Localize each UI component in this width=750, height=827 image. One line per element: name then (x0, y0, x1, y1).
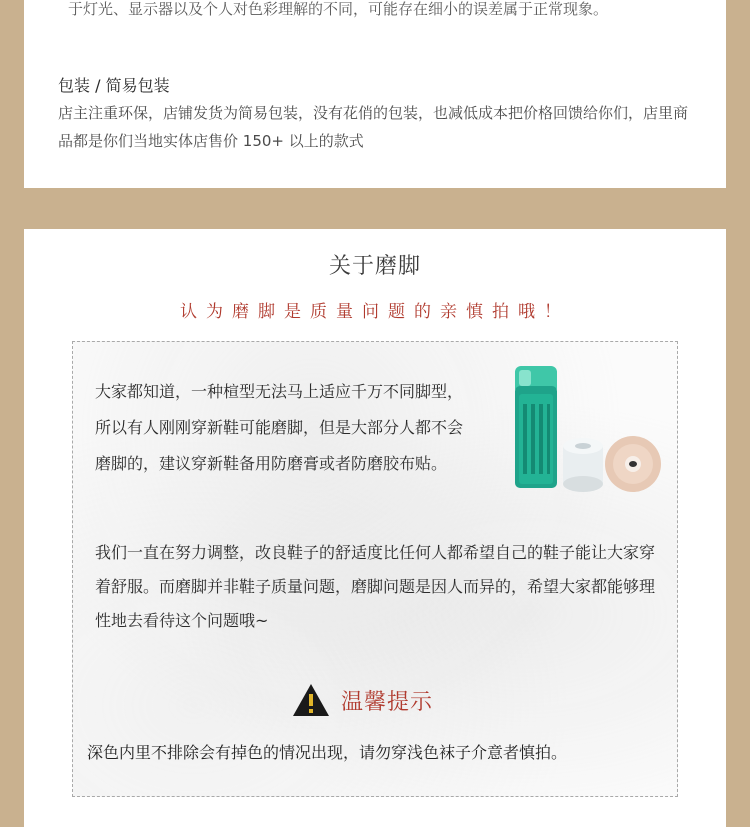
warm-tip-heading (291, 678, 433, 722)
warning-triangle-icon (291, 682, 331, 718)
color-fading-notice: 深色内里不排除会有掉色的情况出现，请勿穿浅色袜子介意者慎拍。 (87, 743, 568, 762)
section-subtitle: 认为磨脚是质量问题的亲慎拍哦！ (180, 302, 570, 322)
package-info-card (24, 0, 726, 188)
warm-tip-title: 温馨提示 (341, 689, 434, 715)
color-disclaimer-text: 于灯光、显示器以及个人对色彩理解的不同，可能存在细小的误差属于正常现象。 (68, 0, 609, 18)
package-title: 包装 / 简易包装 (58, 76, 170, 95)
paragraph-fit: 大家都知道，一种楦型无法马上适应千万不同脚型，所以有人刚刚穿新鞋可能磨脚，但是大部分人都不会磨脚的，建议穿新鞋备用防磨膏或者防磨胶布贴。 (95, 382, 464, 473)
section-title: 关于磨脚 (328, 254, 421, 279)
package-description: 店主注重环保，店铺发货为简易包装，没有花俏的包装，也减低成本把价格回馈给你们，店里商品都是你们当地实体店售价 150+ 以上的款式 (58, 104, 689, 150)
foot-rubbing-card (24, 229, 726, 827)
anti-blister-products-image (509, 364, 669, 494)
info-box (72, 341, 678, 797)
paragraph-comfort: 我们一直在努力调整，改良鞋子的舒适度比任何人都希望自己的鞋子能让大家穿着舒服。而磨脚并非鞋子质量问题，磨脚问题是因人而异的，希望大家都能够理性地去看待这个问题哦~ (95, 543, 656, 630)
